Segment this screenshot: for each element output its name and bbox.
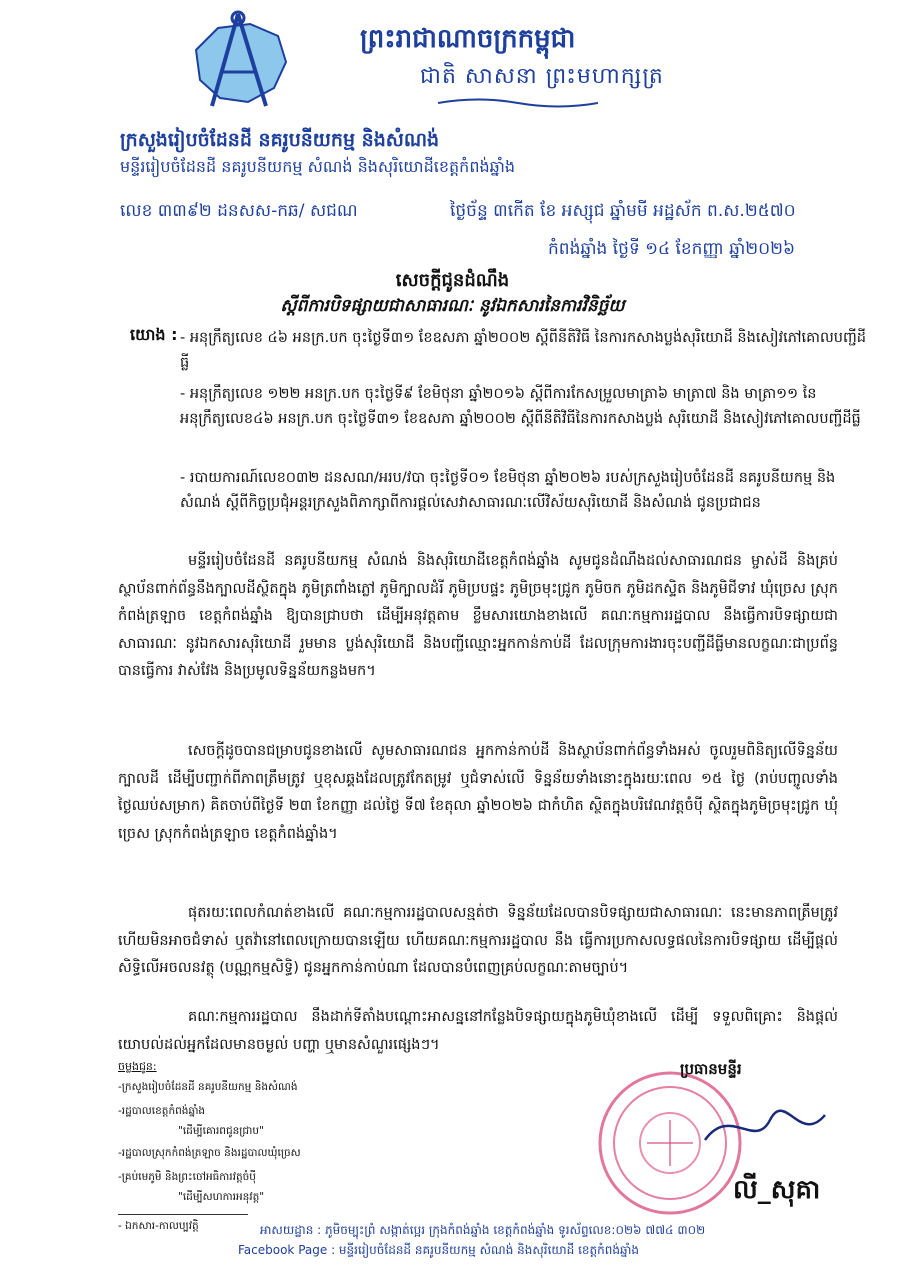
reference-number: លេខ ៣៣៩២ ដនសស-កឆ/ សជណ — [120, 201, 358, 221]
kingdom-title: ព្រះរាជាណាចក្រកម្ពុជា — [360, 24, 576, 54]
notice-title: សេចក្តីជូនដំណឹង — [395, 270, 510, 291]
footer-divider — [118, 1214, 248, 1215]
signatory-title: ប្រធានមន្ទីរ — [680, 1060, 742, 1078]
cc-item: "ដើម្បីសហការអនុវត្ត" — [178, 1191, 265, 1203]
body-paragraph: ផុតរយៈពេលកំណត់ខាងលើ គណៈកម្មការរដ្ឋបាលសន្មត់ថា ទិន្នន័យដែលបានបិទផ្សាយជាសាធារណៈ នេះមានភាពត្រឹមត្រូវ ហើយមិនអាចជំទាស់ ឬតវ៉ានៅពេលក្រោយបានឡើយ ហើយគណៈកម្មការរដ្ឋបាល នឹង ធ្វើការប្រកាសលទ្ធផលនៃការបិទផ្សាយ ដើម្បីផ្តល់សិទ្ធិលើអចលនវត្ថុ (បណ្ណកម្មសិទ្ធិ) ជូនអ្នកកាន់កាប់ណា ដែលបានបំពេញគ្រប់លក្ខណៈតាមច្បាប់។ — [118, 905, 838, 976]
cc-item: -គ្រប់មេភូមិ និងព្រះចៅអធិការវត្តចំប៉ី — [118, 1171, 256, 1183]
ministry-name: ក្រសួងរៀបចំដែនដី នគរូបនីយកម្ម និងសំណង់ — [120, 129, 440, 151]
place-and-date: កំពង់ឆ្នាំង ថ្ងៃទី ១៤ ខែកញ្ញា ឆ្នាំ២០២៦ — [548, 239, 796, 259]
footer-facebook: Facebook Page : មន្ទីររៀបចំដែនដី នគរូបនីយកម្ម សំណង់ និងសុរិយោដី ខេត្តកំពង់ឆ្នាំង — [238, 1243, 640, 1257]
signature-mark — [700, 1100, 830, 1160]
reference-item: - របាយការណ៍លេខ០៣២ ដនសណ/អរប/វបា ចុះថ្ងៃទី០១ ខែមិថុនា ឆ្នាំ២០២៦ របស់ក្រសួងរៀបចំដែនដី នគរូបនីយកម្ម និងសំណង់ ស្តីពីកិច្ចប្រជុំអន្តរក្រសួងពិភាក្សាពីការផ្តល់សេវាសាធារណៈលើវិស័យសុរិយោដី និងសំណង់ ជូនប្រជាជន — [180, 470, 836, 511]
cc-item: "ដើម្បីគោរពជូនជ្រាប" — [178, 1125, 264, 1137]
cc-item: -ក្រសួងរៀបចំដែនដី នគរូបនីយកម្ម និងសំណង់ — [118, 1081, 298, 1093]
footer-address: អាសយដ្ឋាន : ភូមិចម្បុះព្រំ សង្កាត់ប្អេរ ក្រុងកំពង់ឆ្នាំង ខេត្តកំពង់ឆ្នាំង ទូរស័ព្ទលេខ:០២៦ ៧៧៤ ៣០២ — [260, 1223, 706, 1237]
lunar-date: ថ្ងៃច័ន្ទ ៣កើត ខែ អស្សុជ ឆ្នាំមមី អដ្ឋស័ក ព.ស.២៥៧០ — [450, 201, 796, 221]
motto-ornament — [438, 96, 598, 110]
body-paragraph: មន្ទីររៀបចំដែនដី នគរូបនីយកម្ម សំណង់ និងសុរិយោដីខេត្តកំពង់ឆ្នាំង សូមជូនដំណឹងដល់សាធារណជន ម្ចាស់ដី និងគ្រប់ស្ថាប័នពាក់ព័ន្ធនឹងក្បាលដីស្ថិតក្នុង ភូមិត្រពាំងភ្លៅ ភូមិក្បាលដំរី ភូមិប្របផ្ទះ ភូមិច្រមុះជ្រូក ភូមិចក ភូមិដកស្ទិត និងភូមិជីទាវ ឃុំច្រេស ស្រុកកំពង់ត្រឡាច ខេត្តកំពង់ឆ្នាំង ឱ្យបានជ្រាបថា ដើម្បីអនុវត្តតាម ខ្លឹមសារយោងខាងលើ គណៈកម្មការរដ្ឋបាល នឹងធ្វើការបិទផ្សាយជាសាធារណៈ នូវឯកសារសុរិយោដី រួមមាន ប្លង់សុរិយោដី និងបញ្ជីឈ្មោះអ្នកកាន់កាប់ដី ដែលក្រុមការងារចុះបញ្ជីដីធ្លីមានលក្ខណៈជាប្រព័ន្ធ បានធ្វើការ វាស់វែង និងប្រមូលទិន្នន័យកន្លងមក។ — [118, 553, 838, 679]
cc-item: -រដ្ឋបាលស្រុកកំពង់ត្រឡាច និងរដ្ឋបាលឃុំច្រេស — [118, 1147, 301, 1159]
ministry-logo — [178, 10, 298, 120]
cc-title: ចម្លងជូន: — [118, 1060, 157, 1073]
signatory-name: លី_សុគា — [733, 1175, 821, 1205]
national-motto: ជាតិ សាសនា ព្រះមហាក្សត្រ — [420, 64, 664, 89]
body-paragraph: គណៈកម្មការរដ្ឋបាល នឹងដាក់ទីតាំងបណ្តោះអាសន្ននៅកន្លែងបិទផ្សាយក្នុងភូមិឃុំខាងលើ ដើម្បី ទទួលពិគ្រោះ និងផ្តល់យោបល់ដល់អ្នកដែលមានចម្ងល់ បញ្ហា ឬមានសំណួរផ្សេងៗ។ — [118, 1009, 838, 1053]
cc-archive: - ឯកសារ-កាលប្បវត្តិ — [118, 1220, 199, 1232]
notice-subtitle: ស្តីពីការបិទផ្សាយជាសាធារណៈ នូវឯកសារនៃការវិនិច្ឆ័យ — [280, 296, 625, 316]
reference-item: - អនុក្រឹត្យលេខ ៤៦ អនក្រ.បក ចុះថ្ងៃទី៣១ ខែឧសភា ឆ្នាំ២០០២ ស្តីពីនីតិវិធី នៃការកសាងប្លង់សុរិយោដី និងសៀវភៅគោលបញ្ជីដីធ្លី — [180, 330, 866, 371]
department-name: មន្ទីររៀបចំដែនដី នគរូបនីយកម្ម សំណង់ និងសុរិយោដីខេត្តកំពង់ឆ្នាំង — [120, 157, 516, 176]
cc-item: -រដ្ឋបាលខេត្តកំពង់ឆ្នាំង — [118, 1105, 206, 1117]
body-paragraph: សេចក្តីដូចបានជម្រាបជូនខាងលើ សូមសាធារណជន អ្នកកាន់កាប់ដី និងស្ថាប័នពាក់ព័ន្ធទាំងអស់ ចូលរួមពិនិត្យលើទិន្នន័យក្បាលដី ដើម្បីបញ្ជាក់ពីភាពត្រឹមត្រូវ ឬខុសឆ្គងដែលត្រូវកែតម្រូវ ឬជំទាស់លើ ទិន្នន័យទាំងនោះក្នុងរយៈពេល ១៥ ថ្ងៃ (រាប់បញ្ចូលទាំងថ្ងៃឈប់សម្រាក) គិតចាប់ពីថ្ងៃទី ២៣ ខែកញ្ញា ដល់ថ្ងៃ ទី៧ ខែតុលា ឆ្នាំ២០២៦ ជាកំហិត ស្ថិតក្នុងបរិវេណវត្តចំប៉ី ស្ថិតក្នុងភូមិច្រមុះជ្រូក ឃុំច្រេស ស្រុកកំពង់ត្រឡាច ខេត្តកំពង់ឆ្នាំង។ — [118, 743, 838, 842]
references-label: យោង : — [130, 325, 178, 344]
reference-item: - អនុក្រឹត្យលេខ ១២២ អនក្រ.បក ចុះថ្ងៃទី៩ ខែមិថុនា ឆ្នាំ២០១៦ ស្តីពីការកែសម្រួលមាត្រា៦ មាត្រា៧ និង មាត្រា១១ នៃអនុក្រឹត្យលេខ៤៦ អនក្រ.បក ចុះថ្ងៃទី៣១ ខែឧសភា ឆ្នាំ២០០២ ស្តីពីនីតិវិធីនៃការកសាងប្លង់ សុរិយោដី និងសៀវភៅគោលបញ្ជីដីធ្លី — [180, 386, 861, 427]
